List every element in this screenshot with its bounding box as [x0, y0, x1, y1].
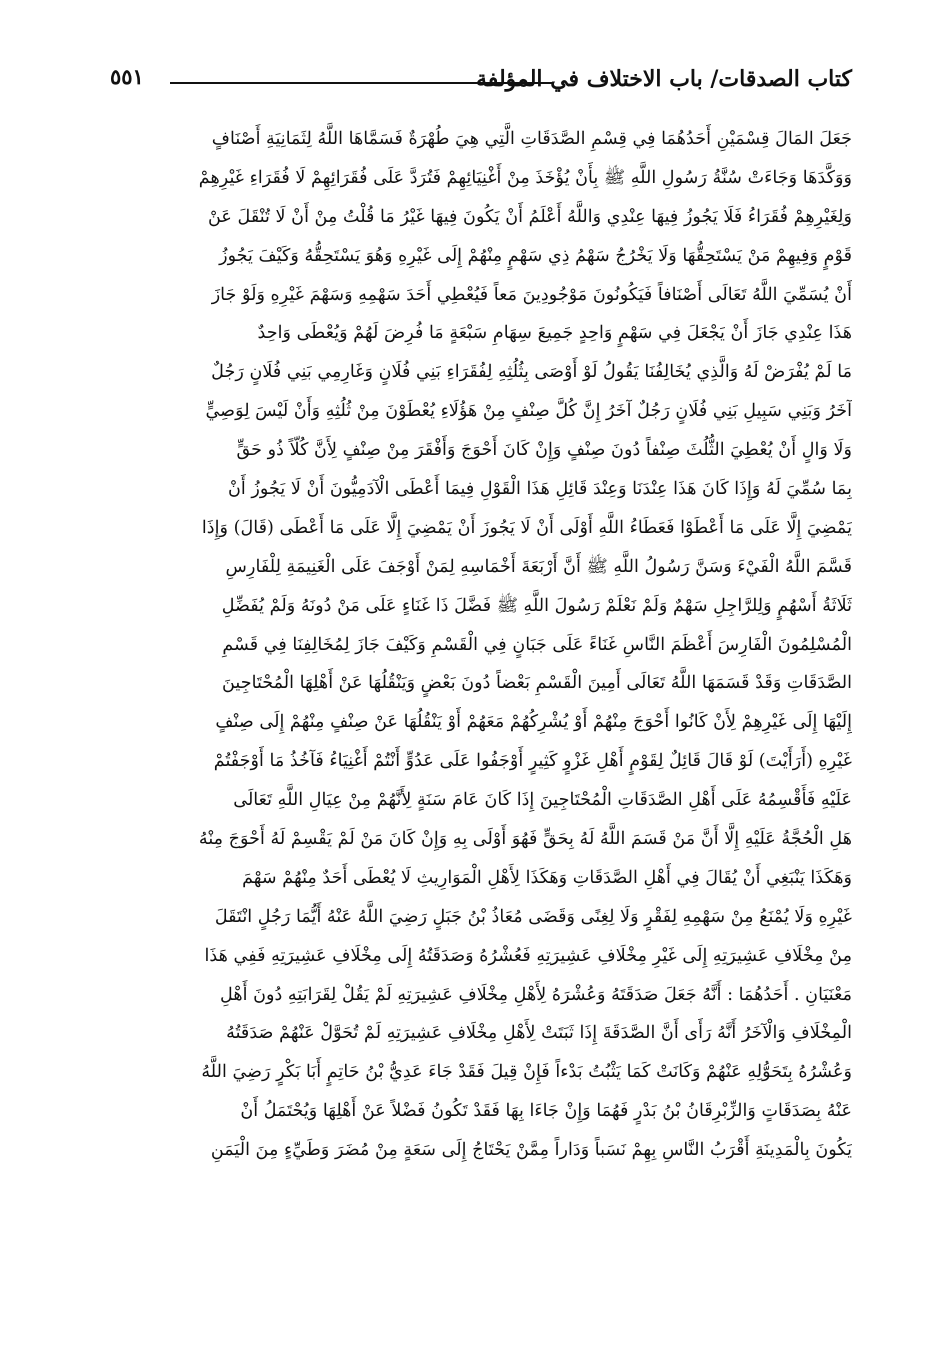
text-line: وَلِغَيْرِهِمْ فُقَرَاءُ فَلَا يَجُوزُ فِيهَا عِنْدِي وَاللَّهُ أَعْلَمُ أَنْ يَكُونَ فِيهَا غَيْرُ مَا قُلْتُ مِنْ أَنْ لَا تُنْقَلَ عَنْ [208, 206, 852, 227]
text-line: هَلِ الْحُجَّةُ عَلَيْهِ إِلَّا أَنَّ مَنْ قَسَمَ اللَّهُ لَهُ بِحَقٍّ فَهُوَ أَوْلَى بِهِ وَإِنْ كَانَ مَنْ لَمْ يَقْسِمْ لَهُ أَحْوَجَ مِنْهُ [198, 829, 852, 850]
text-line: يَمْضِيَ إِلَّا عَلَى مَا أَعْطَوْا فَعَطَاءُ اللَّهِ أَوْلَى أَنْ لَا يَجُوزَ أَنْ يَمْضِيَ إِلَّا عَلَى مَا أَعْطَى (قَالَ) وَإِذَا [201, 517, 852, 538]
text-line: وَلَا وَالٍ أَنْ يُعْطِيَ الثُّلُثَ صِنْفاً دُونَ صِنْفٍ وَإِنْ كَانَ أَحْوَجَ وَأَفْقَرَ مِنْ صِنْفٍ لِأَنَّ كُلّاً ذُو حَقٍّ [236, 440, 852, 461]
running-header [110, 58, 852, 98]
text-line: وَعُشْرُهُ بِتَحَوُّلِهِ عَنْهُمْ وَكَانَتْ كَمَا يَثْبُتُ بَدْءاً فَإِنْ قِيلَ فَقَدْ جَاءَ عَدِيُّ بْنُ حَاتِمٍ أَبَا بَكْرٍ رَضِيَ اللَّهُ [201, 1062, 852, 1083]
text-line: عَنْهُ بِصَدَقَاتٍ وَالزِّبْرِقَانُ بْنُ بَدْرٍ فَهُمَا وَإِنْ جَاءَا بِهَا فَقَدْ تَكُونُ فَضْلاً عَنْ أَهْلِهَا وَيُحْتَمَلُ أَنْ [240, 1101, 852, 1122]
text-line: الصَّدَقَاتِ وَقَدْ قَسَمَهَا اللَّهُ تَعَالَى أَمِينَ الْقَسْمِ بَعْضاً دُونَ بَعْضٍ وَيَنْقُلُهَا عَنْ أَهْلِهَا الْمُحْتَاجِينَ [222, 673, 852, 694]
text-line: مَعْنَيَانِ . أَحَدُهُمَا : أَنَّهُ جَعَلَ صَدَقَتَهُ وَعُشْرَهُ لِأَهْلِ مِخْلَافِ عَشِيرَتِهِ لَمْ يَقُلْ لِقَرَابَتِهِ دُونَ أَهْلِ [220, 984, 852, 1005]
body-text [104, 120, 852, 1170]
text-line: غَيْرِهِ وَلَا يُمْنَعُ مِنْ سَهْمِهِ لِفَقْرٍ وَلَا لِغِنًى وَقَضَى مُعَاذُ بْنُ جَبَلٍ رَضِيَ اللَّهُ عَنْهُ أَيُّمَا رَجُلٍ انْتَقَلَ [214, 906, 852, 927]
text-line: الْمِخْلَافِ وَالْآخَرُ أَنَّهُ رَأَى أَنَّ الصَّدَقَةَ إِذَا ثَبَتَتْ لِأَهْلِ مِخْلَافِ عَشِيرَتِهِ لَمْ تُحَوَّلْ عَنْهُمْ صَدَقَتُهُ [226, 1023, 852, 1044]
text-line: مَا لَمْ يُفْرَضْ لَهُ وَالَّذِي يُخَالِفُنَا يَقُولُ لَوْ أَوْصَى بِثُلُثِهِ لِفُقَرَاءِ بَنِي فُلَانٍ وَغَارِمِي بَنِي فُلَانٍ رَجُلٌ [211, 362, 852, 383]
text-line: ثَلَاثَةُ أَسْهُمٍ وَلِلرَّاجِلِ سَهْمٌ وَلَمْ نَعْلَمْ رَسُولَ اللَّهِ ﷺ فَضَّلَ ذَا غَنَاءٍ عَلَى مَنْ دُونَهُ وَلَمْ يُفَضِّلِ [221, 595, 852, 616]
header-rule [170, 82, 552, 84]
text-line: أَنْ يُسَمِّيَ اللَّهُ تَعَالَى أَصْنَافاً فَيَكُونُونَ مَوْجُودِينَ مَعاً فَيُعْطِي أَحَدَ سَهْمِهِ وَسَهْمَ غَيْرِهِ وَلَوْ جَازَ [211, 284, 852, 305]
text-line: آخَرُ وَبَنِي سَبِيلِ بَنِي فُلَانٍ رَجُلٌ آخَرُ إِنَّ كُلَّ صِنْفٍ مِنْ هَؤُلَاءِ يُعْطَوْنَ مِنْ ثُلُثِهِ وَأَنْ لَيْسَ لِوَصِيٍّ [205, 401, 852, 422]
text-line: عَلَيْهِ فَأَقْسِمُهُ عَلَى أَهْلِ الصَّدَقَاتِ الْمُحْتَاجِينَ إِذَا كَانَ عَامَ سَنَةٍ لِأَنَّهُمْ مِنْ عِيَالِ اللَّهِ تَعَالَى [233, 790, 852, 811]
text-line: وَوَكَّدَهَا وَجَاءَتْ سُنَّةُ رَسُولِ اللَّهِ ﷺ بِأَنْ يُؤْخَذَ مِنْ أَغْنِيَائِهِمْ فَتُرَدَّ عَلَى فُقَرَائِهِمْ لَا فُقَرَاءِ غَيْرِهِمْ [198, 167, 852, 188]
text-line: وَهَكَذَا يَنْبَغِي أَنْ يُقَالَ فِي أَهْلِ الصَّدَقَاتِ وَهَكَذَا لِأَهْلِ الْمَوَارِيثِ لَا يُعْطَى أَحَدٌ مِنْهُمْ سَهْمَ [242, 867, 852, 888]
text-line: يَكُونَ بِالْمَدِينَةِ أَقْرَبُ النَّاسِ بِهِمْ نَسَباً وَدَاراً مِمَّنْ يَحْتَاجُ إِلَى سَعَةٍ مِنْ مُضَرَ وَطَيِّءٍ مِنَ الْيَمَنِ [210, 1140, 852, 1161]
text-line: الْمُسْلِمُونَ الْفَارِسَ أَعْظَمَ النَّاسِ غَنَاءً عَلَى جَبَانٍ فِي الْقَسْمِ وَكَيْفَ جَازَ لِمُخَالِفِنَا فِي قَسْمِ [222, 634, 852, 655]
text-line: هَذَا عِنْدِي جَازَ أَنْ يَجْعَلَ فِي سَهْمٍ وَاحِدٍ جَمِيعَ سِهَامِ سَبْعَةٍ مَا فُرِضَ لَهُمْ وَيُعْطَى وَاحِدٌ [257, 323, 852, 344]
page-number: ٥٥١ [110, 64, 144, 89]
text-line: إِلَيْهَا إِلَى غَيْرِهِمْ لِأَنْ كَانُوا أَحْوَجَ مِنْهُمْ أَوْ يُشْرِكُهُمْ مَعَهُمْ أَوْ يَنْقُلُهَا عَنْ صِنْفٍ مِنْهُمْ إِلَى صِنْفٍ [215, 712, 852, 733]
text-line: جَعَلَ المَالَ قِسْمَيْنِ أَحَدُهُمَا فِي قِسْمِ الصَّدَقَاتِ الَّتِي هِيَ طُهْرَةٌ فَسَمَّاهَا اللَّهُ لِثَمَانِيَةِ أَصْنَافٍ [211, 129, 852, 149]
text-line: غَيْرِهِ (أَرَأَيْتَ) لَوْ قَالَ قَائِلٌ لِقَوْمٍ أَهْلِ غَزْوٍ كَثِيرٍ أَوْجَفُوا عَلَى عَدُوٍّ أَنْتُمْ أَغْنِيَاءُ فَآخُذُ مَا أَوْجَفْتُمْ [213, 751, 852, 772]
text-line: قَسَّمَ اللَّهُ الْفَيْءَ وَسَنَّ رَسُولُ اللَّهِ ﷺ أَنَّ أَرْبَعَةَ أَخْمَاسِهِ لِمَنْ أَوْجَفَ عَلَى الْغَنِيمَةِ لِلْفَارِسِ [225, 556, 852, 577]
header-title: كتاب الصدقات/ باب الاختلاف في المؤلفة [476, 66, 852, 92]
text-line: بِمَا سُمِّيَ لَهُ وَإِذَا كَانَ هَذَا عِنْدَنَا وَعِنْدَ قَائِلِ هَذَا الْقَوْلِ فِيمَا أَعْطَى الْآدَمِيُّونَ أَنْ لَا يَجُوزُ أَنْ [227, 479, 852, 500]
text-line: قَوْمٍ وَفِيهِمْ مَنْ يَسْتَحِقُّهَا وَلَا يَخْرُجُ سَهْمُ ذِي سَهْمٍ مِنْهُمْ إِلَى غَيْرِهِ وَهُوَ يَسْتَحِقُّهُ وَكَيْفَ يَجُوزُ [219, 245, 852, 266]
text-line: مِنْ مِخْلَافِ عَشِيرَتِهِ إِلَى غَيْرِ مِخْلَافِ عَشِيرَتِهِ فَعُشْرُهُ وَصَدَقَتُهُ إِلَى مِخْلَافِ عَشِيرَتِهِ فَفِي هَذَا [204, 945, 852, 966]
